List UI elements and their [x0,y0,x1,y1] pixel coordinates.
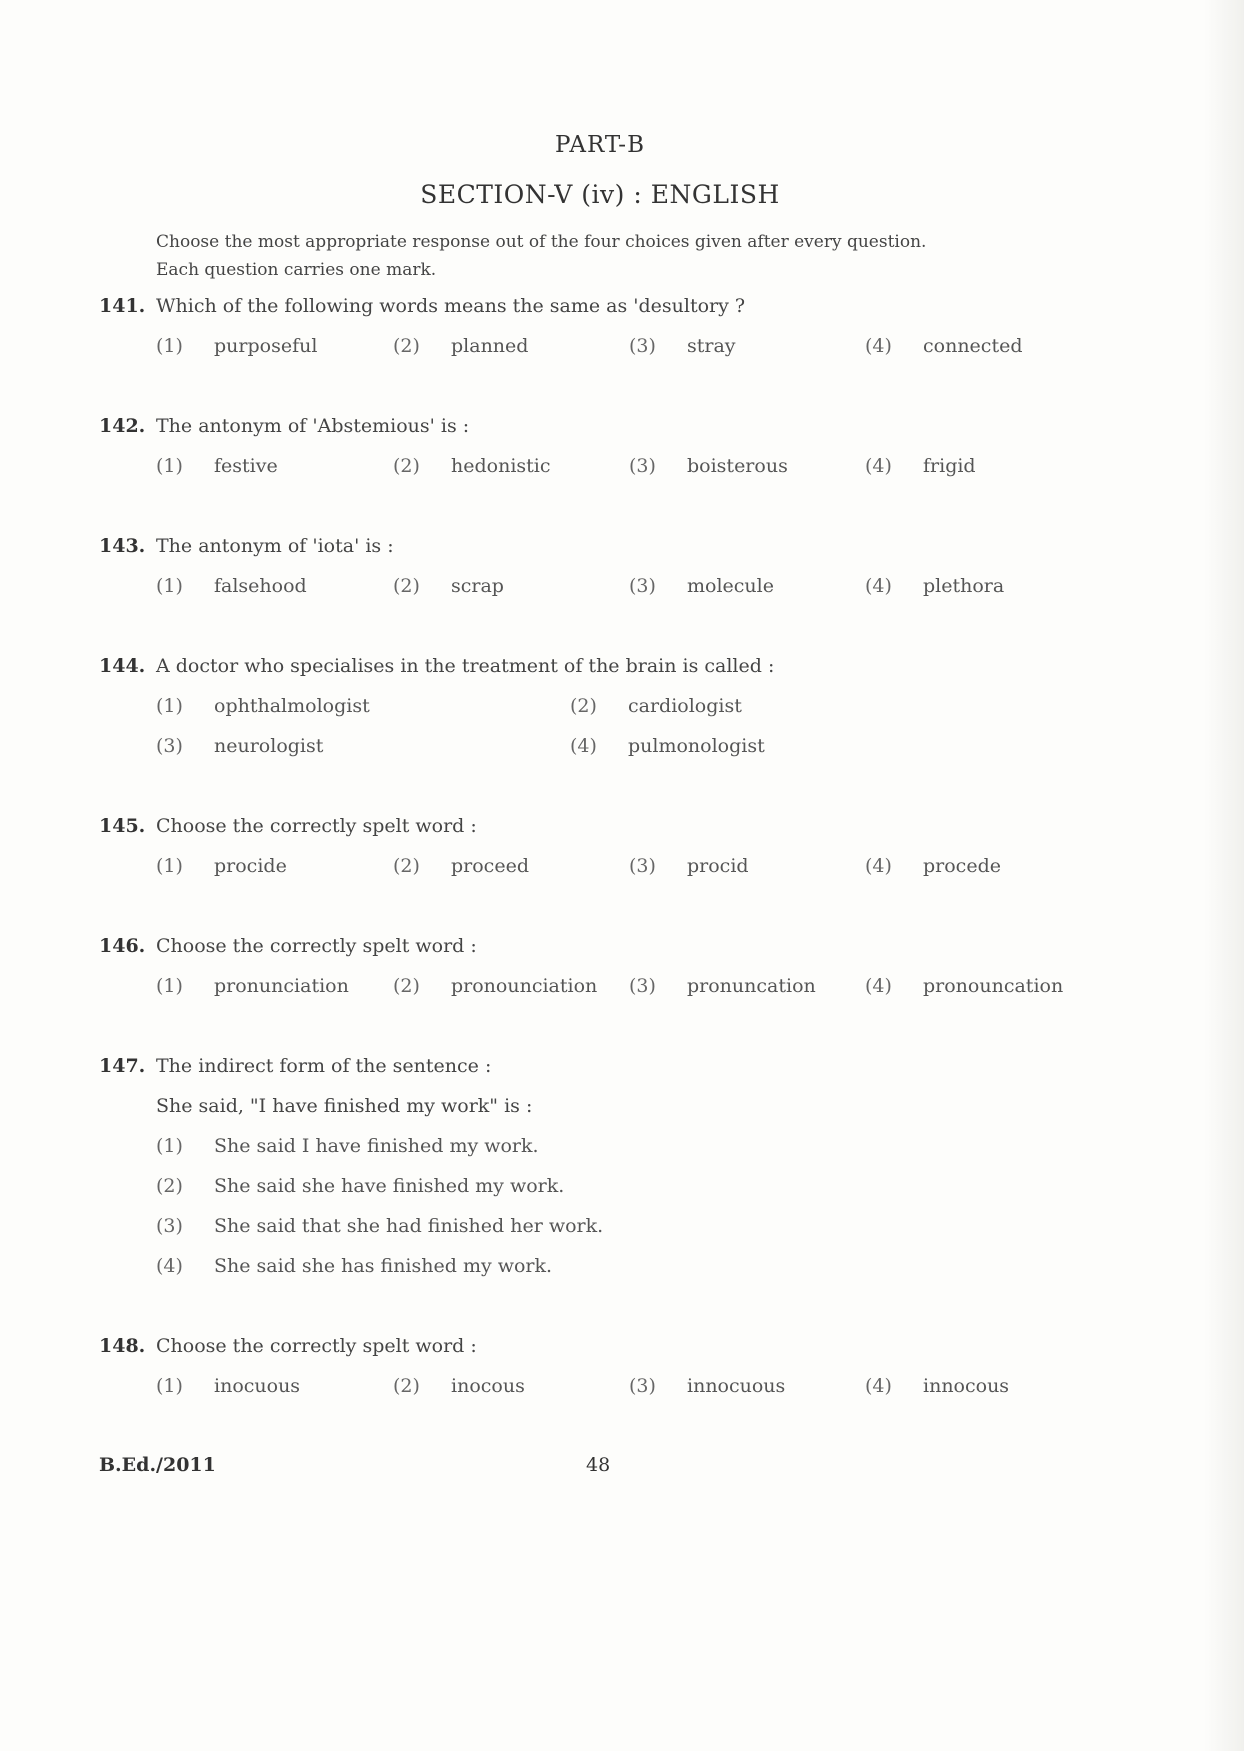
question-text: The indirect form of the sentence : [156,1055,492,1077]
question-number: 144. [99,655,146,677]
question-142 [99,406,1119,486]
part-heading: PART-B [555,132,645,158]
instructions-line-2: Each question carries one mark. [156,260,437,280]
options-row [99,726,1119,766]
question-text: A doctor who specialises in the treatment of the brain is called : [156,655,775,677]
question-text: The antonym of 'iota' is : [156,535,394,557]
page-edge-shadow [1204,0,1244,1751]
question-147 [99,1046,1119,1286]
option-3: (3) She said that she had finished her work. [156,1215,604,1237]
option-2: (2) scrap [393,575,504,597]
instructions-line-1: Choose the most appropriate response out of the four choices given after every question. [156,232,927,252]
option-3: (3) innocuous [629,1375,786,1397]
option-2: (2) She said she have finished my work. [156,1175,565,1197]
options-row [99,446,1119,486]
question-text: Choose the correctly spelt word : [156,935,477,957]
options-row [99,686,1119,726]
question-number: 146. [99,935,146,957]
question-148 [99,1326,1119,1406]
option-2: (2) hedonistic [393,455,551,477]
option-3: (3) pronuncation [629,975,816,997]
options-row [99,846,1119,886]
option-3: (3) procid [629,855,749,877]
option-1: (1) procide [156,855,287,877]
question-143 [99,526,1119,606]
options-row [99,326,1119,366]
option-1: (1) She said I have finished my work. [156,1135,539,1157]
page-number: 48 [586,1454,611,1476]
question-number: 148. [99,1335,146,1357]
question-subtext: She said, "I have finished my work" is : [156,1095,533,1117]
instructions [156,228,1106,284]
question-number: 145. [99,815,146,837]
option-3: (3) stray [629,335,736,357]
question-146 [99,926,1119,1006]
question-text: Choose the correctly spelt word : [156,1335,477,1357]
question-number: 143. [99,535,146,557]
option-4: (4) innocous [865,1375,1010,1397]
option-2: (2) cardiologist [570,695,742,717]
question-144 [99,646,1119,766]
option-4: (4) plethora [865,575,1005,597]
question-145 [99,806,1119,886]
option-2: (2) planned [393,335,529,357]
option-4: (4) connected [865,335,1023,357]
footer-exam-code: B.Ed./2011 [99,1454,216,1476]
question-text: The antonym of 'Abstemious' is : [156,415,470,437]
options-row [99,966,1119,1006]
option-4: (4) pronouncation [865,975,1064,997]
option-4: (4) pulmonologist [570,735,765,757]
option-1: (1) pronunciation [156,975,349,997]
section-heading: SECTION-V (iv) : ENGLISH [420,180,780,209]
question-text: Which of the following words means the same as 'desultory ? [156,295,746,317]
option-3: (3) neurologist [156,735,324,757]
question-number: 141. [99,295,146,317]
option-1: (1) falsehood [156,575,307,597]
option-4: (4) She said she has finished my work. [156,1255,553,1277]
option-2: (2) inocous [393,1375,525,1397]
option-1: (1) inocuous [156,1375,301,1397]
option-3: (3) boisterous [629,455,788,477]
question-text: Choose the correctly spelt word : [156,815,477,837]
options-row [99,1366,1119,1406]
option-4: (4) frigid [865,455,976,477]
question-number: 142. [99,415,146,437]
option-1: (1) festive [156,455,278,477]
option-4: (4) procede [865,855,1001,877]
option-1: (1) purposeful [156,335,318,357]
question-141 [99,286,1119,366]
options-row [99,566,1119,606]
option-2: (2) proceed [393,855,529,877]
question-number: 147. [99,1055,146,1077]
option-3: (3) molecule [629,575,774,597]
option-1: (1) ophthalmologist [156,695,370,717]
option-2: (2) pronounciation [393,975,598,997]
